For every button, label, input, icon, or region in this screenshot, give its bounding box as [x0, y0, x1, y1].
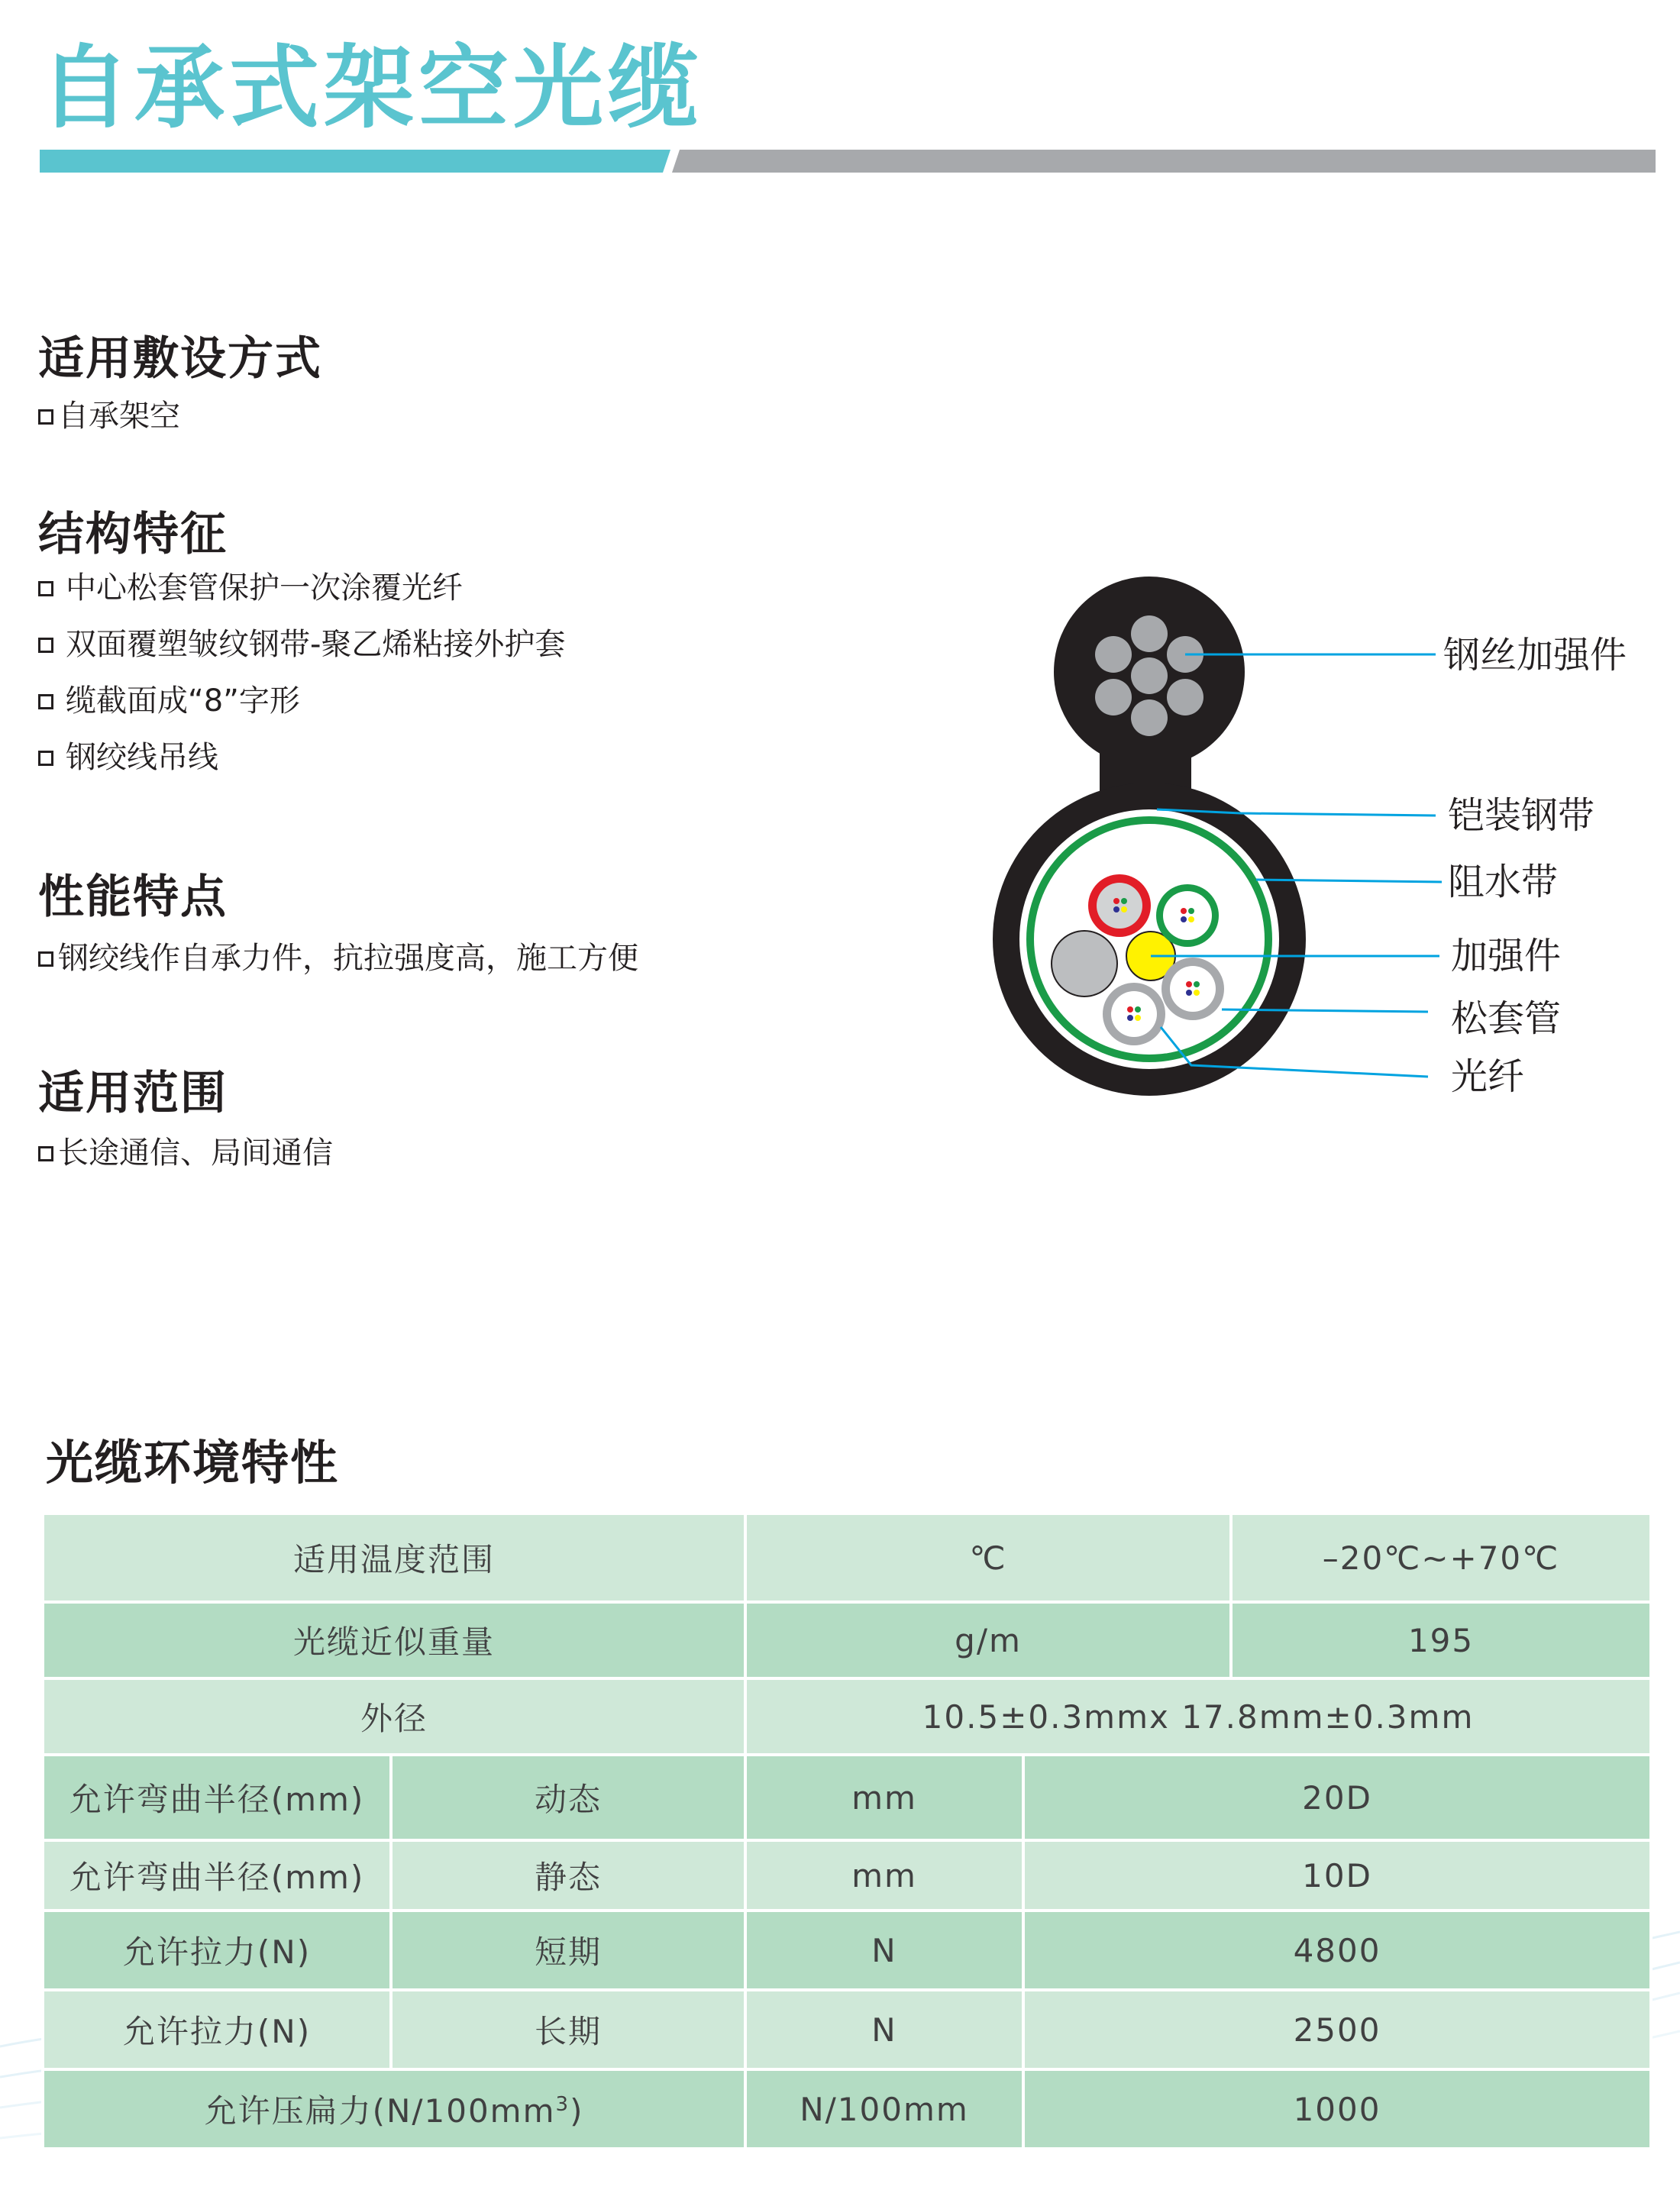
steel-wire [1167, 679, 1203, 715]
row-unit: N/100mm [745, 2069, 1023, 2149]
row-unit: N [745, 1990, 1023, 2069]
table-row [43, 1678, 1651, 1755]
row-label: 适用温度范围 [43, 1513, 745, 1602]
section-title-structure: 结构特征 [38, 508, 228, 561]
list-item: 钢绞线作自承力件，抗拉强度高，施工方便 [38, 930, 638, 987]
row-unit: ℃ [745, 1513, 1231, 1602]
structure-list [38, 560, 565, 786]
row-unit: N [745, 1911, 1023, 1990]
title-underline-bar [40, 150, 1656, 173]
tube-gel [1163, 891, 1212, 940]
checkbox-icon [38, 409, 53, 425]
cable-cross-section-diagram [985, 573, 1672, 1122]
row-label: 允许弯曲半径(mm) [43, 1755, 391, 1840]
row-label: 允许弯曲半径(mm) [43, 1840, 391, 1911]
page-title: 自承式架空光缆 [40, 35, 703, 141]
section-title-performance: 性能特点 [38, 871, 228, 924]
table-row [43, 1602, 1651, 1678]
filler-rod [1052, 931, 1117, 996]
row-label: 外径 [43, 1678, 745, 1755]
label-strength-member: 加强件 [1451, 936, 1562, 977]
steel-wire [1131, 615, 1168, 652]
tube-gel [1097, 883, 1142, 929]
checkbox-icon [38, 638, 53, 653]
row-label: 光缆近似重量 [43, 1602, 745, 1678]
list-item: 双面覆塑皱纹钢带-聚乙烯粘接外护套 [38, 616, 565, 673]
label-water-block: 阻水带 [1448, 862, 1559, 903]
row-value: 1000 [1023, 2069, 1651, 2149]
row-label: 允许拉力(N) [43, 1990, 391, 2069]
row-sublabel: 静态 [391, 1840, 745, 1911]
checkbox-icon [38, 694, 53, 709]
row-value: 2500 [1023, 1990, 1651, 2069]
row-sublabel: 短期 [391, 1911, 745, 1990]
steel-wire [1095, 679, 1132, 715]
table-row [43, 1840, 1651, 1911]
list-item: 长途通信、局间通信 [38, 1125, 333, 1181]
list-item: 自承架空 [38, 388, 180, 444]
label-armor-tape: 铠装钢带 [1448, 796, 1595, 836]
list-item: 中心松套管保护一次涂覆光纤 [38, 560, 565, 616]
label-loose-tube: 松套管 [1451, 999, 1562, 1039]
row-sublabel: 动态 [391, 1755, 745, 1840]
performance-list [38, 930, 638, 987]
label-steel-wire: 钢丝加强件 [1443, 635, 1627, 676]
label-fiber: 光纤 [1451, 1057, 1525, 1097]
section-title-laying: 适用敷设方式 [38, 332, 322, 386]
row-label: 允许拉力(N) [43, 1911, 391, 1990]
tube-gel [1170, 966, 1216, 1012]
row-value: 20D [1023, 1755, 1651, 1840]
spec-table [41, 1512, 1653, 2150]
checkbox-icon [38, 751, 53, 766]
checkbox-icon [38, 581, 53, 596]
list-item: 缆截面成“8”字形 [38, 673, 565, 729]
table-row [43, 1755, 1651, 1840]
spec-table-title: 光缆环境特性 [46, 1435, 340, 1491]
table-row [43, 1513, 1651, 1602]
application-list [38, 1125, 333, 1181]
row-label: 允许压扁力$(N/100mm^3)$ [43, 2069, 745, 2149]
list-item: 钢绞线吊线 [38, 729, 565, 786]
checkbox-icon [38, 951, 53, 967]
laying-list [38, 388, 180, 444]
row-value: 4800 [1023, 1911, 1651, 1990]
main-cable-section [993, 783, 1306, 1096]
table-row [43, 2069, 1651, 2149]
row-unit: mm [745, 1755, 1023, 1840]
steel-wire [1131, 657, 1168, 694]
steel-wire [1131, 699, 1168, 736]
table-row [43, 1911, 1651, 1990]
section-title-application: 适用范围 [38, 1067, 228, 1120]
steel-wire [1095, 636, 1132, 673]
checkbox-icon [38, 1146, 53, 1161]
tube-gel [1111, 991, 1157, 1037]
row-value: –20℃~+70℃ [1231, 1513, 1651, 1602]
row-value: 10.5±0.3mmx 17.8mm±0.3mm [745, 1678, 1651, 1755]
row-unit: g/m [745, 1602, 1231, 1678]
row-sublabel: 长期 [391, 1990, 745, 2069]
row-value: 10D [1023, 1840, 1651, 1911]
table-row [43, 1990, 1651, 2069]
row-value: 195 [1231, 1602, 1651, 1678]
row-unit: mm [745, 1840, 1023, 1911]
